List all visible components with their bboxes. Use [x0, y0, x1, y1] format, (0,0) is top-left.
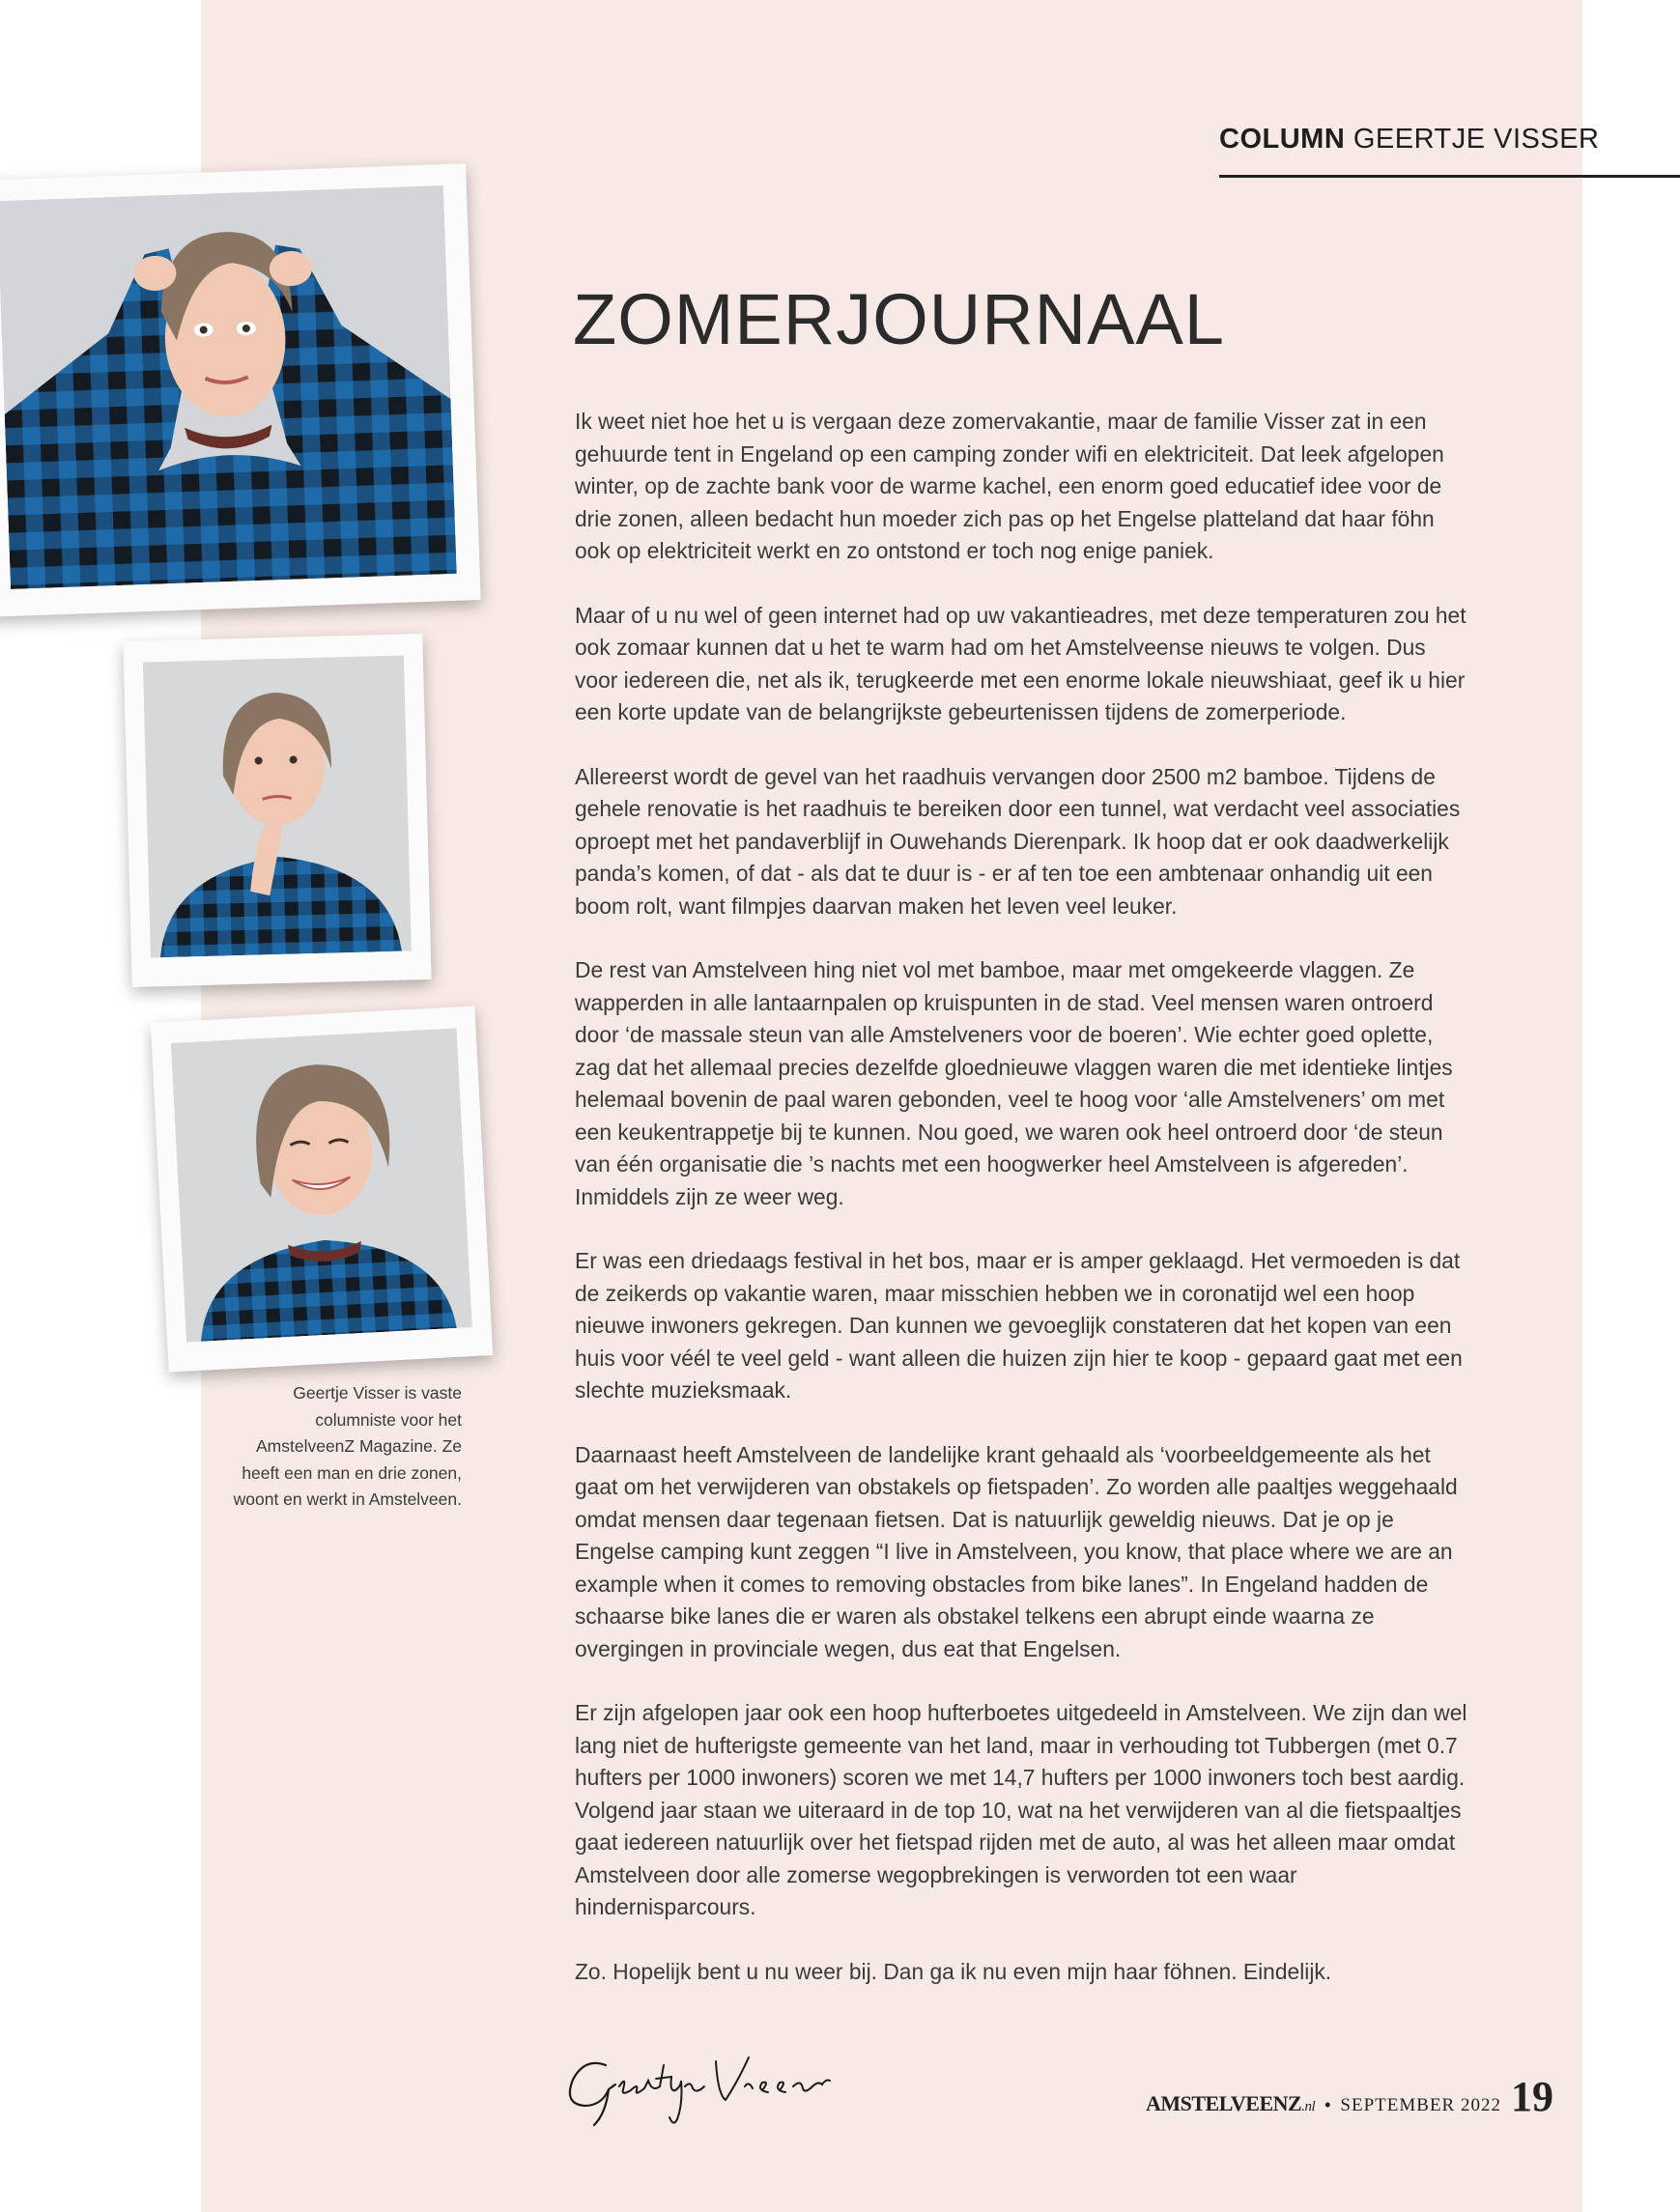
article-paragraph: Ik weet niet hoe het u is vergaan deze zomervakantie, maar de familie Visser zat in een gehuurde tent in Engeland op een camping zonder wifi en elektriciteit. Dat leek afgelopen winter, op de zachte bank voor de warme kachel, een enorm goed educatief idee voor de drie zonen, alleen bedacht hun moeder zich pas op het Engelse platteland dat haar föhn ook op elektriciteit werkt en zo ontstond er toch nog enige paniek.	[575, 409, 1444, 563]
handwritten-signature	[555, 2036, 845, 2133]
portrait-3-image	[171, 1028, 472, 1342]
section-label: COLUMN	[1219, 124, 1346, 155]
column-header	[1219, 124, 1599, 156]
article-paragraph: Zo. Hopelijk bent u nu weer bij. Dan ga ik nu even mijn haar föhnen. Eindelijk.	[575, 1958, 1332, 1984]
article-paragraph: Maar of u nu wel of geen internet had op uw vakantieadres, met deze temperaturen zou het ook zomaar kunnen dat u het te warm had om het Amstelveense nieuws te volgen. Dus voor iedereen die, net als ik, terugkeerde met een enorme lokale nieuwshiaat, geef ik u hier een korte update van de belangrijkste gebeurtenissen tijdens de zomerperiode.	[575, 602, 1466, 724]
article-title: ZOMERJOURNAAL	[573, 279, 1225, 359]
issue-date: SEPTEMBER 2022	[1340, 2095, 1501, 2115]
article-paragraph: Er zijn afgelopen jaar ook een hoop hufterboetes uitgedeeld in Amstelveen. We zijn dan wel lang niet de hufterigste gemeente van het land, maar in verhouding tot Tubbergen (met 0.7 hufters per 1000 inwoners) scoren we met 14,7 hufters per 1000 inwoners toch best aardig. Volgend jaar staan we uiteraard in de top 10, wat na het verwijderen van al die fietspaaltjes gaat iedereen natuurlijk over het fietspad rijden met de auto, al was het alleen maar omdat Amstelveen door alle zomerse wegopbrekingen is verworden tot een waar hindernisparcours.	[575, 1700, 1467, 1919]
header-rule	[1219, 175, 1680, 178]
article-paragraph: Er was een driedaags festival in het bos, maar er is amper geklaagd. Het vermoeden is dat de zeikerds op vakantie waren, maar misschien hebben we in coronatijd wel een hoop nieuwe inwoners gekregen. Dan kunnen we gevoeglijk constateren dat het kopen van een huis voor véél te veel geld - want alleen die huizen zijn hier te koop - gepaard gaat met een slechte muzieksmaak.	[575, 1248, 1463, 1403]
article-paragraph: De rest van Amstelveen hing niet vol met bamboe, maar met omgekeerde vlaggen. Ze wapperden in alle lantaarnpalen op kruispunten in de stad. Veel mensen waren ontroerd door ‘de massale steun van alle Amstelveners voor de boeren’. Wie echter goed oplette, zag dat het allemaal precies dezelfde gloednieuwe vlaggen waren die met identieke lintjes helemaal bovenin de paal waren gebonden, veel te hoog voor ‘alle Amstelveners’ om met een keukentrappetje bij te kunnen. Nou goed, we waren ook heel ontroerd door ‘de steun van één organisatie die ’s nachts met een hoogwerker heel Amstelveen is afgereden’. Inmiddels zijn ze weer weg.	[575, 957, 1453, 1209]
page-footer	[1146, 2072, 1553, 2121]
portrait-2-image	[143, 656, 412, 958]
photo-hands-on-head	[0, 163, 481, 617]
author-caption: Geertje Visser is vaste columniste voor het AmstelveenZ Magazine. Ze heeft een man en drie zonen, woont en werkt in Amstelveen.	[233, 1383, 462, 1509]
footer-separator: •	[1324, 2095, 1331, 2114]
article-paragraph: Daarnaast heeft Amstelveen de landelijke krant gehaald als ‘voorbeeldgemeente als het gaat om het verwijderen van obstakels op fietspaden’. Zo worden alle paaltjes weggehaald omdat mensen daar tegenaan fietsen. Dat is natuurlijk geweldig nieuws. Dat je op je Engelse camping kunt zeggen “I live in Amstelveen, you know, that place where we are an example when it comes to removing obstacles from bike lanes”. In Engeland hadden de schaarse bike lanes die er waren als obstakel telkens een abrupt einde waarna ze overgingen in provinciale wegen, dus eat that Engelsen.	[575, 1441, 1458, 1661]
article-paragraph: Allereerst wordt de gevel van het raadhuis vervangen door 2500 m2 bamboe. Tijdens de gehele renovatie is het raadhuis te bereiken door een tunnel, wat verdacht veel associaties oproept met het pandaverblijf in Ouwehands Dierenpark. Ik hoop dat er ook daadwerkelijk panda’s komen, of dat - als dat te duur is - er af ten toe een ambtenaar onhandig uit een boom rolt, want filmpjes daarvan maken het leven veel leuker.	[575, 763, 1461, 919]
author-label: GEERTJE VISSER	[1353, 124, 1600, 155]
photo-thinking	[123, 634, 431, 987]
article-body	[575, 406, 1473, 2020]
page-number: 19	[1510, 2073, 1553, 2120]
photo-grinning	[151, 1006, 493, 1372]
portrait-1-image	[0, 185, 457, 589]
magazine-name: AMSTELVEENZ.nl	[1146, 2091, 1316, 2115]
